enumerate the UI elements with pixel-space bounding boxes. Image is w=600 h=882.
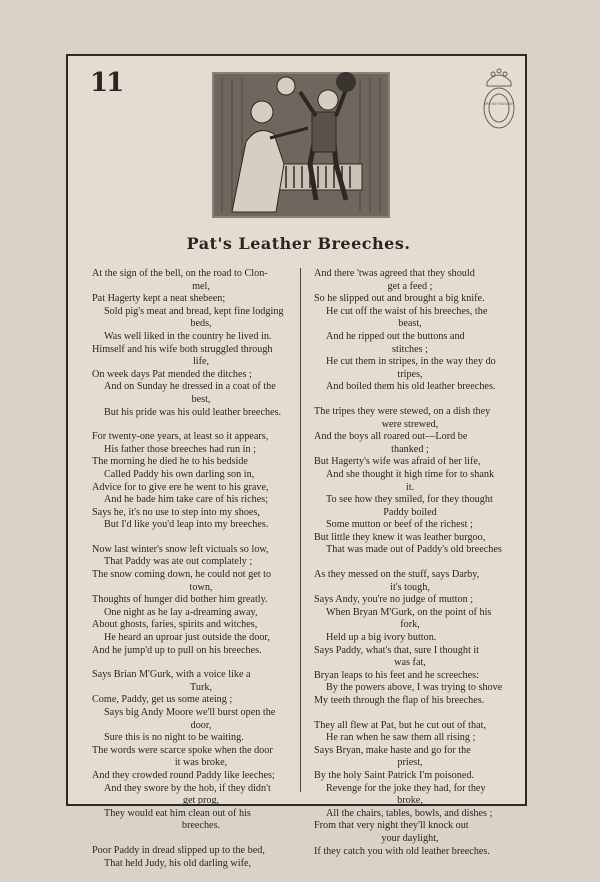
verse-line: town, — [189, 581, 213, 593]
verse-line: They would eat him clean out of his — [104, 807, 251, 819]
verse-line: Bryan leaps to his feet and he screeches: — [314, 669, 479, 681]
verse-line: My teeth through the flap of his breeches. — [314, 695, 485, 706]
verse-line: Advice for to give ere he went to his grave, — [92, 481, 269, 493]
verse-line: By the powers above, I was trying to shove — [326, 682, 503, 694]
museum-stamp — [481, 66, 517, 132]
stanza — [92, 268, 310, 419]
verse-line: Says he, it's no use to step into my shoes, — [92, 506, 260, 518]
verse-line: it's tough, — [390, 581, 430, 593]
stanza — [92, 845, 310, 870]
stanza — [92, 544, 310, 657]
verse-line: But his pride was his ould leather breeches. — [104, 406, 282, 418]
verse-line: He heard an uproar just outside the door, — [104, 632, 270, 644]
verse-line: Turk, — [190, 681, 212, 693]
verse-line: That Paddy was ate out complately ; — [104, 556, 253, 568]
verse-line: They all flew at Pat, but he cut out of that, — [314, 719, 487, 731]
left-column — [92, 268, 310, 882]
verse-line: His father those breeches had run in ; — [104, 443, 256, 455]
verse-line: The words were scarce spoke when the door — [92, 744, 273, 756]
verse-line: stitches ; — [392, 343, 428, 355]
verse-line: breeches. — [181, 820, 221, 832]
verse-line: get prog, — [182, 795, 220, 807]
verse-line: Paddy boiled — [383, 506, 437, 518]
verse-line: life, — [192, 356, 210, 368]
verse-line: So he slipped out and brought a big knife. — [314, 293, 485, 305]
verse-line: And on Sunday he dressed in a coat of the — [104, 381, 276, 393]
verse-line: That held Judy, his old darling wife, — [104, 857, 252, 869]
stanza — [314, 268, 506, 394]
song-title: Pat's Leather Breeches. — [186, 234, 411, 253]
stanza — [314, 720, 506, 859]
stanza — [92, 669, 310, 833]
verse-line: The morning he died he to his bedside — [92, 456, 248, 468]
verse-line: was fat, — [394, 657, 426, 669]
verse-line: Pat Hagerty kept a neat shebeen; — [92, 293, 226, 305]
verse-line: He cut off the waist of his breeches, the — [326, 305, 488, 317]
verse-line: best, — [191, 393, 211, 405]
verse-line: it. — [405, 481, 415, 493]
verse-line: Sure this is no night to be waiting. — [104, 732, 244, 744]
verse-line: Now last winter's snow left victuals so low, — [92, 543, 269, 555]
verse-line: And they crowded round Paddy like leeches; — [92, 769, 275, 781]
verse-line: To see how they smiled, for they thought — [326, 494, 493, 506]
stanza — [314, 406, 506, 557]
verse-line: One night as he lay a-dreaming away, — [104, 606, 258, 618]
verse-line: Thoughts of hunger did bother him greatly. — [92, 594, 268, 606]
verse-line: Sold pig's meat and bread, kept fine lodging — [104, 305, 284, 317]
verse-line: Says Andy, you're no judge of mutton ; — [314, 594, 474, 606]
verse-line: And he jump'd up to pull on his breeches. — [92, 644, 262, 656]
verse-line: And he ripped out the buttons and — [326, 330, 465, 342]
verse-line: Says big Andy Moore we'll burst open the — [104, 707, 276, 718]
verse-line: Some mutton or beef of the richest ; — [326, 519, 473, 531]
verse-line: priest, — [397, 757, 423, 769]
verse-line: But little they knew it was leather burgoo, — [314, 531, 486, 543]
verse-line: All the chairs, tables, bowls, and dishes ; — [326, 807, 493, 819]
verse-line: For twenty-one years, at least so it appears, — [92, 431, 269, 443]
verse-line: And there 'twas agreed that they should — [314, 268, 475, 279]
verse-line: And she thought it high time for to shank — [326, 468, 495, 480]
verse-line: Himself and his wife both struggled through — [92, 343, 273, 355]
column-divider — [300, 268, 301, 792]
right-column — [314, 268, 506, 870]
verse-line: Poor Paddy in dread slipped up to the bed, — [92, 844, 265, 856]
verse-line: get a feed ; — [387, 280, 433, 292]
museum-stamp-text: BRITISH MUSEUM — [483, 102, 515, 106]
stanza — [92, 431, 310, 532]
verse-line: About ghosts, faries, spirits and witches, — [92, 619, 258, 631]
verse-line: beds, — [190, 318, 212, 330]
broadside-sheet — [66, 54, 527, 869]
verse-line: From that very night they'll knock out — [314, 820, 469, 832]
verse-line: Says Bryan, make haste and go for the — [314, 744, 471, 756]
verse-line: By the holy Saint Patrick I'm poisoned. — [314, 769, 475, 781]
verse-line: And he bade him take care of his riches; — [104, 494, 269, 506]
verse-line: Called Paddy his own darling son in, — [104, 468, 255, 480]
verse-line: your daylight, — [381, 832, 439, 844]
verse-line: door, — [190, 719, 212, 731]
verse-line: Come, Paddy, get us some ateing ; — [92, 694, 233, 706]
verse-line: As they messed on the stuff, says Darby, — [314, 569, 480, 581]
verse-line: Held up a big ivory button. — [326, 632, 437, 644]
stanza — [314, 569, 506, 708]
verse-line: And they swore by the hob, if they didn't — [104, 782, 271, 794]
verse-line: But Hagerty's wife was afraid of her life, — [314, 456, 481, 468]
verse-line: it was broke, — [174, 757, 228, 769]
verse-line: Was well liked in the country he lived in. — [104, 330, 272, 342]
verse-line: broke, — [397, 795, 423, 807]
verse-line: He cut them in stripes, in the way they do — [326, 356, 496, 368]
verse-line: mel, — [192, 280, 210, 292]
woodcut-illustration — [212, 72, 390, 218]
verse-line: At the sign of the bell, on the road to Clon- — [92, 268, 268, 279]
verse-line: fork, — [400, 619, 420, 631]
verse-line: And the boys all roared out—Lord be — [314, 431, 468, 443]
verse-line: But I'd like you'd leap into my breeches. — [104, 519, 269, 531]
verse-line: Says Brian M'Gurk, with a voice like a — [92, 669, 251, 681]
sheet-number: 11 — [90, 68, 123, 98]
verse-line: were strewed, — [381, 418, 439, 430]
verse-line: If they catch you with old leather breeches. — [314, 845, 490, 857]
verse-line: tripes, — [397, 368, 423, 380]
verse-line: Says Paddy, what's that, sure I thought it — [314, 644, 480, 656]
verse-line: thanked ; — [391, 443, 429, 455]
verse-line: beast, — [398, 318, 422, 330]
verse-line: He ran when he saw them all rising ; — [326, 732, 476, 744]
verse-line: When Bryan M'Gurk, on the point of his — [326, 606, 492, 618]
verse-line: That was made out of Paddy's old breeches — [326, 544, 502, 556]
verse-line: The snow coming down, he could not get to — [92, 569, 272, 581]
verse-line: The tripes they were stewed, on a dish they — [314, 405, 491, 417]
verse-line: Revenge for the joke they had, for they — [326, 782, 486, 794]
verse-line: On week days Pat mended the ditches ; — [92, 368, 252, 380]
verse-line: And boiled them his old leather breeches. — [326, 381, 496, 393]
